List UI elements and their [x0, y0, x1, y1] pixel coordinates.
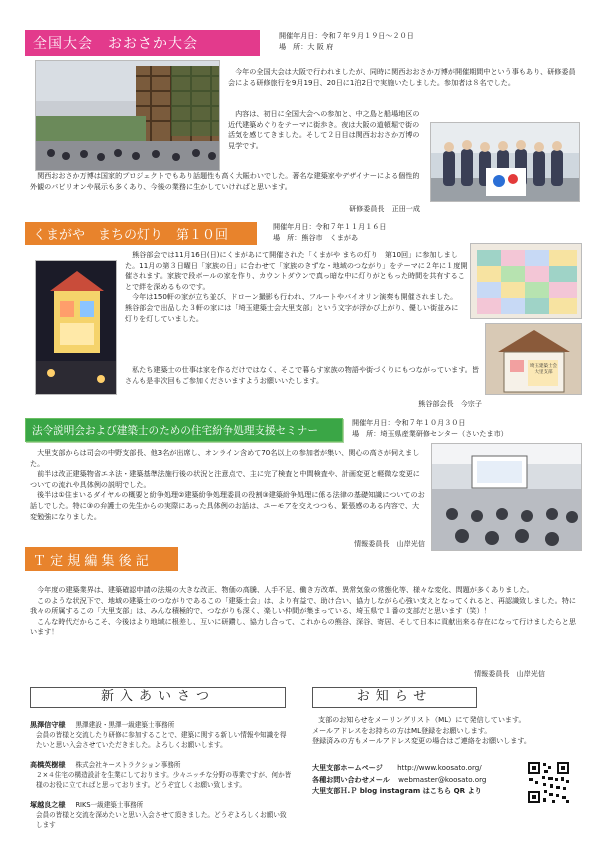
editor-paragraph-2: このような状況下で、地域の建築士のつながりであるこの「建築士会」は、より有益で、助け合い、協力しながら心強い支えとなってくれると、再認識致しました。特に我々の所属するこの「大里支部」は、みんな積極的で、つながりも深く、楽しい仲間が集まっている、埼玉県で１番の支部だと思います（笑）！ [30, 595, 576, 616]
editor-title: Ｔ 定 規 編 集 後 記 [33, 553, 149, 569]
member-office: 株式会社キーストラクション事務所 [75, 761, 181, 770]
notice-line-2: メールアドレスをお持ちの方はML登録をお願いします。 [312, 725, 492, 735]
notice-heading-box [312, 687, 477, 708]
seminar-sign: 情報委員長 山岸光信 [354, 539, 425, 548]
welcome-heading-box [30, 687, 286, 708]
osaka-date: 開催年月日：令和７年９月１９日～２０日 [279, 31, 414, 40]
osaka-body [228, 67, 582, 88]
osaka-title: 全国大会 おおさか大会 [33, 36, 198, 52]
kumagaya-body [125, 250, 468, 324]
welcome-member [30, 792, 292, 830]
kumagaya-paragraph-4: 私たち建築士の仕事は家を作るだけではなく、そこで暮らす家族の物語や街づくりにもつながっています。皆さんも是非次回もご参加くださいますようお願いいたします。 [125, 365, 479, 385]
kumagaya-venue: 場 所：熊谷市 くまがあ [273, 232, 359, 242]
kumagaya-date: 開催年月日：令和７年１１月１６日 [273, 222, 387, 231]
osaka-group-photo [430, 122, 580, 202]
osaka-paragraph-3: 関西おおさか万博は国家的プロジェクトでもあり話題性も高く大賑わいでした。著名な建築家やデザイナーによる個性的外観のパビリオンや展示も多くあり、今後の業務に生かしていければと思います。 [30, 171, 420, 191]
kumagaya-paragraph-1: 熊谷部会では11月16日(日)にくまがあにて開催された「くまがや まちの灯り 第10回」に参加しました。11月の第３日曜日「家族の日」に合わせて「家族のきずな・地域のつながり」をテーマに２年に１度開催されます。家族で段ボールの家を作り、カウントダウンで真っ暗な中に灯りがともった時間を共有することで絆を深めるものです。 [125, 250, 468, 291]
qr-code-icon[interactable] [526, 760, 571, 805]
editor-paragraph-1: 今年度の建築業界は、建築確認申請の法規の大きな改正、物価の高騰、人手不足、働き方改革、異常気象の常態化等、様々な変化、問題が多くありました。 [37, 585, 534, 594]
kumagaya-lantern-photo [35, 260, 117, 395]
contact-email-link[interactable]: webmaster@koosato.org [398, 774, 487, 784]
notice-line-1: 支部のお知らせをメーリングリスト（ML）にて発信しています。 [318, 715, 526, 724]
kumagaya-title: くまがや まちの灯り 第１０回 [33, 228, 229, 243]
seminar-title-banner [25, 418, 343, 442]
notice-line-3: 登録済みの方もメールアドレス変更の場合はご連絡をお願いします。 [312, 736, 531, 746]
member-message: 会員の皆様と交流を深めたいと思い入会させて頂きました。どうぞよろしくお願い致します [36, 811, 287, 829]
welcome-title: 新入あいさつ [100, 689, 215, 704]
member-message: 会員の皆様と交流したり研修に参加することで、建築に関する新しい情報や知識を得たいと思い入会させていただきました。よろしくお願いします。 [36, 731, 287, 749]
osaka-meta [279, 31, 414, 52]
seminar-date: 開催年月日：令和７年１０月３０日 [352, 418, 466, 427]
member-office: RIKS一級建築士事務所 [75, 801, 144, 810]
editor-sign: 情報委員長 山岸光信 [474, 669, 545, 678]
osaka-body-3 [30, 171, 426, 192]
editor-title-banner [25, 547, 178, 571]
osaka-venue: 場 所：大 阪 府 [279, 41, 334, 51]
kumagaya-mosaic-photo [470, 243, 582, 319]
seminar-paragraph-3: 後半は①住まいるダイヤルの概要と紛争処理②建築紛争処理委員の役割③建築紛争処理に係る法律の基礎知識についてのお話しでした。特に③の弁護士の先生からの実際にあった具体例のお話は、ユーモアを交えつつも、緊張感のある内容で、大変勉強になりました。 [30, 490, 425, 521]
contact-label: 各種お問い合わせメール [312, 774, 390, 784]
homepage-link[interactable]: http://www.koosato.org/ [397, 763, 482, 772]
kumagaya-sign: 熊谷部会長 今宗子 [418, 399, 482, 408]
seminar-title: 法令説明会および建築士のための住宅紛争処理支援セミナー [32, 424, 319, 437]
osaka-paragraph-1: 今年の全国大会は大阪で行われましたが、同時に関西おおさか万博が開催期間中という事もあり、研修委員会による研修旅行を9月19日、20日に1泊2日で実施いたしました。参加者は８名でした。 [228, 67, 576, 87]
seminar-venue: 場 所：埼玉県産業研修センター（さいたま市） [352, 428, 508, 438]
osaka-expo-photo [35, 60, 220, 171]
osaka-body-2 [228, 109, 424, 151]
kumagaya-meta [273, 222, 387, 243]
seminar-photo [431, 443, 582, 551]
osaka-paragraph-2: 内容は、初日に全国大会への参加と、中之島と船場地区の近代建築めぐりをテーマに街歩き。夜は大阪の道頓堀で街の活気を感じてきました。そして２日目は関西おおさか万博の見学です。 [228, 109, 420, 150]
seminar-meta [352, 418, 508, 439]
seminar-body [30, 448, 426, 522]
member-name: 高橋英樹様 [30, 760, 66, 770]
member-message: ２×４住宅の構造設計を生業にしております。少々ニッチな分野の専業ですが、何か皆様のお役に立てればと思っております。どうぞ宜しくお願い致します。 [36, 771, 292, 789]
kumagaya-paragraph-2: 今年は150軒の家が立ち並び、ドローン撮影も行われ、フルートやバイオリン演奏も開催されました。 [132, 292, 458, 302]
welcome-member [30, 752, 292, 790]
member-name: 塚越良之様 [30, 800, 66, 810]
member-office: 黒澤建設・黒澤一級建築士事務所 [75, 721, 175, 729]
notice-title: お知らせ [356, 689, 433, 704]
notice-links [312, 762, 517, 797]
member-name: 黒澤信守様 [30, 720, 66, 729]
editor-body [30, 585, 582, 638]
kumagaya-paragraph-3: 熊谷部会で出品した３軒の家には「埼玉建築士会大里支部」という文字が浮かび上がり、優しい街並みに灯りを灯していました。 [125, 302, 459, 323]
kumagaya-title-banner [25, 222, 257, 245]
editor-paragraph-3: こんな時代だからこそ、今後はより地域に根差し、互いに研鑽し、協力し合って、これからの熊谷、深谷、寄居、そして日本に貢献出来る存在になって行けましたらと思います！ [30, 616, 576, 637]
kumagaya-body-2 [125, 365, 482, 386]
welcome-list [30, 712, 292, 831]
welcome-member [30, 712, 292, 750]
homepage-label: 大里支部ホームページ [312, 763, 383, 772]
notice-body [312, 715, 582, 747]
kumagaya-house-label: 埼玉建築士会大里支部 [530, 364, 557, 375]
seminar-paragraph-1: 大里支部からは司会の中野支部長、他3名が出席し、オンライン含めて70名以上の参加者が集い、関心の高さが伺えました。 [30, 448, 420, 468]
osaka-sign: 研修委員長 正田一成 [349, 204, 420, 213]
kumagaya-house-photo [485, 323, 582, 395]
blog-line: 大里支部Ｈ.Ｐ blog instagram はこちら QR より [312, 786, 482, 795]
seminar-paragraph-2: 前半は改正建築物省エネ法・建築基準法施行後の状況と注意点で、主に完了検査と中間検査や、計画変更と軽微な変更についての流れや具体例の説明でした。 [30, 469, 420, 489]
osaka-title-banner [25, 30, 260, 56]
